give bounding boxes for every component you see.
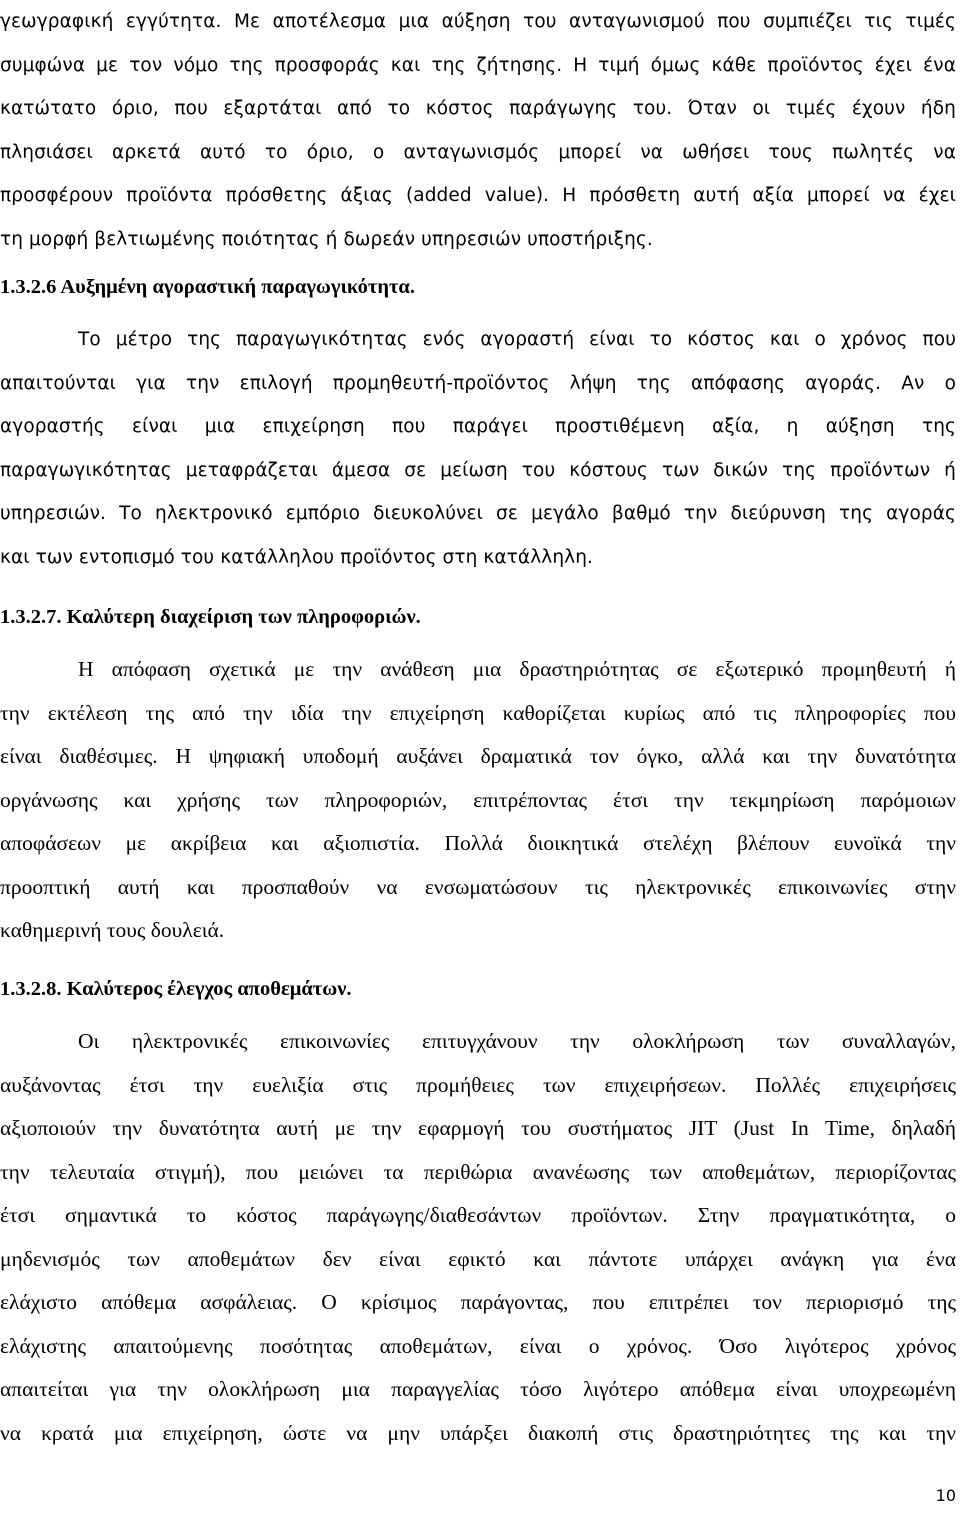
text-line: προσφέρουν προϊόντα πρόσθετης άξιας (added value). Η πρόσθετη αυτή αξία μπορεί να έχει	[0, 185, 956, 206]
text-line: την τελευταία στιγμή), που μειώνει τα περιθώρια ανανέωσης των αποθεμάτων, περιορίζοντας	[0, 1159, 956, 1184]
text-line: απαιτούνται για την επιλογή προμηθευτή-προϊόντος λήψη της απόφασης αγοράς. Αν ο	[0, 372, 956, 394]
text-line: τη μορφή βελτιωμένης ποιότητας ή δωρεάν υπηρεσιών υποστήριξης.	[0, 228, 653, 250]
text-line: να κρατά μια επιχείρηση, ώστε να μην υπάρξει διακοπή στις δραστηριότητες της και την	[0, 1420, 956, 1445]
section-heading-1-3-2-8: 1.3.2.8. Καλύτερος έλεγχος αποθεμάτων.	[0, 978, 352, 1000]
text-line: οργάνωσης και χρήσης των πληροφοριών, επιτρέποντας έτσι την τεκμηρίωση παρόμοιων	[0, 787, 956, 812]
text-line: αξιοποιούν την δυνατότητα αυτή με την εφαρμογή του συστήματος JIT (Just In Time, δηλαδή	[0, 1116, 956, 1140]
text-line: συμφώνα με τον νόμο της προσφοράς και της ζήτησης. Η τιμή όμως κάθε προϊόντος έχει ένα	[0, 54, 956, 76]
paragraph-buyer-productivity	[0, 318, 956, 579]
paragraph-competition	[0, 0, 956, 261]
text-line: Οι ηλεκτρονικές επικοινωνίες επιτυγχάνουν την ολοκλήρωση των συναλλαγών,	[78, 1029, 956, 1053]
text-line: απαιτείται για την ολοκλήρωση μια παραγγελίας τόσο λιγότερο απόθεμα είναι υποχρεωμένη	[0, 1377, 956, 1401]
paragraph-information-management	[0, 648, 956, 953]
text-line: προοπτική αυτή και προσπαθούν να ενσωματώσουν τις ηλεκτρονικές επικοινωνίες στην	[0, 874, 956, 899]
text-line: καθημερινή τους δουλειά.	[0, 918, 225, 942]
text-line: είναι διαθέσιμες. Η ψηφιακή υποδομή αυξάνει δραματικά τον όγκο, αλλά και την δυνατότητα	[0, 744, 956, 768]
text-line: αποφάσεων με ακρίβεια και αξιοπιστία. Πολλά διοικητικά στελέχη βλέπουν ευνοϊκά την	[0, 831, 956, 855]
section-heading-1-3-2-6: 1.3.2.6 Αυξημένη αγοραστική παραγωγικότητα.	[0, 276, 415, 298]
text-line: παραγωγικότητας μεταφράζεται άμεσα σε μείωση του κόστους των δικών της προϊόντων ή	[0, 459, 956, 481]
text-line: γεωγραφική εγγύτητα. Με αποτέλεσμα μια αύξηση του ανταγωνισμού που συμπιέζει τις τιμές	[0, 11, 956, 32]
text-line: Το μέτρο της παραγωγικότητας ενός αγοραστή είναι το κόστος και ο χρόνος που	[78, 329, 956, 350]
text-line: πλησιάσει αρκετά αυτό το όριο, ο ανταγωνισμός μπορεί να ωθήσει τους πωλητές να	[0, 141, 956, 163]
text-line: και των εντοπισμό του κατάλληλου προϊόντος στη κατάλληλη.	[0, 546, 593, 568]
text-line: μηδενισμός των αποθεμάτων δεν είναι εφικτό και πάντοτε υπάρχει ανάγκη για ένα	[0, 1246, 956, 1271]
section-heading-1-3-2-7: 1.3.2.7. Καλύτερη διαχείριση των πληροφοριών.	[0, 606, 421, 628]
text-line: έτσι σημαντικά το κόστος παράγωγης/διαθεσάντων προϊόντων. Στην πραγματικότητα, ο	[0, 1203, 956, 1227]
text-line: υπηρεσιών. Το ηλεκτρονικό εμπόριο διευκολύνει σε μεγάλο βαθμό την διεύρυνση της αγοράς	[0, 503, 956, 524]
text-line: ελάχιστο απόθεμα ασφάλειας. Ο κρίσιμος παράγοντας, που επιτρέπει τον περιορισμό της	[0, 1290, 956, 1314]
text-line: κατώτατο όριο, που εξαρτάται από το κόστος παράγωγης του. Όταν οι τιμές έχουν ήδη	[0, 98, 956, 119]
text-line: αγοραστής είναι μια επιχείρηση που παράγει προστιθέμενη αξία, η αύξηση της	[0, 416, 956, 437]
paragraph-inventory-control	[0, 1020, 956, 1455]
page-number: 10	[935, 1486, 956, 1505]
text-line: αυξάνοντας έτσι την ευελιξία στις προμήθειες των επιχειρήσεων. Πολλές επιχειρήσεις	[0, 1072, 956, 1097]
text-line: Η απόφαση σχετικά με την ανάθεση μια δραστηριότητας σε εξωτερικό προμηθευτή ή	[78, 657, 956, 681]
text-line: ελάχιστης απαιτούμενης ποσότητας αποθεμάτων, είναι ο χρόνος. Όσο λιγότερος χρόνος	[0, 1333, 956, 1358]
text-line: την εκτέλεση της από την ιδία την επιχείρηση καθορίζεται κυρίως από τις πληροφορίες που	[0, 700, 956, 725]
